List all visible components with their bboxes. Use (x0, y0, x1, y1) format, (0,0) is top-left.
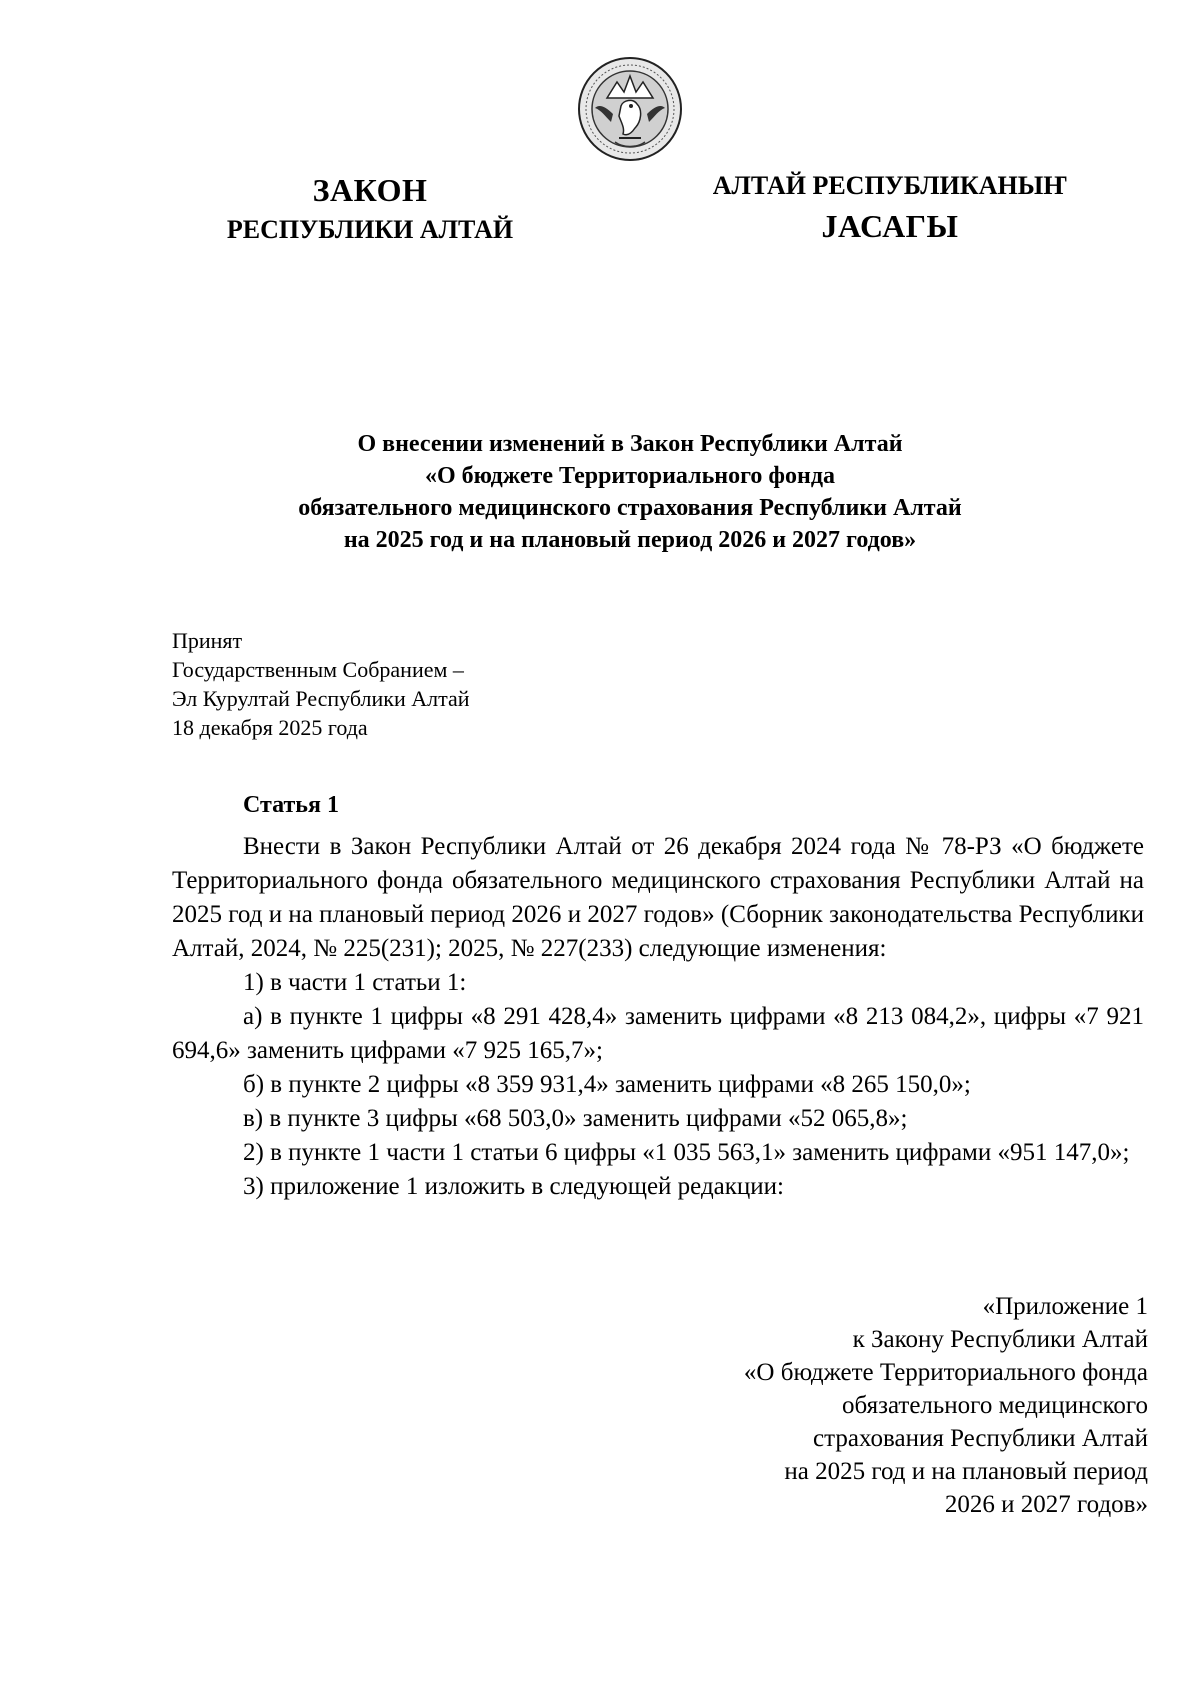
header-republic-name: РЕСПУБЛИКИ АЛТАЙ (226, 215, 514, 244)
title-line: на 2025 год и на плановый период 2026 и 2027 годов» (343, 527, 917, 553)
republic-altai-coat-of-arms-icon (577, 56, 683, 162)
article-paragraph: в) в пункте 3 цифры «68 503,0» заменить цифрами «52 065,8»; (243, 1105, 908, 1132)
adoption-line: Государственным Собранием – (172, 657, 464, 682)
article-paragraph: Внести в Закон Республики Алтай от 26 декабря 2024 года № 78-РЗ «О бюджете Территориального фонда обязательного медицинского страхования Республики Алтай на 2025 год и на плановый период 2026 и 2027 годов» (Сборник законодательства Республики Алтай, 2024, № 225(231); 2025, № 227(233) следующие изменения: (172, 833, 1144, 962)
article-paragraph: 1) в части 1 статьи 1: (243, 969, 467, 996)
adoption-date: 18 декабря 2025 года (172, 715, 368, 740)
article-paragraph: 2) в пункте 1 части 1 статьи 6 цифры «1 035 563,1» заменить цифрами «951 147,0»; (243, 1139, 1130, 1166)
article-paragraph: б) в пункте 2 цифры «8 359 931,4» заменить цифрами «8 265 150,0»; (243, 1071, 971, 1098)
appendix-line: на 2025 год и на плановый период (784, 1458, 1148, 1485)
article-paragraph: 3) приложение 1 изложить в следующей редакции: (243, 1173, 784, 1200)
article-paragraph: а) в пункте 1 цифры «8 291 428,4» заменить цифрами «8 213 084,2», цифры «7 921 694,6» заменить цифрами «7 925 165,7»; (172, 1003, 1144, 1064)
appendix-line: обязательного медицинского (841, 1392, 1148, 1419)
title-line: обязательного медицинского страхования Республики Алтай (298, 495, 962, 521)
header-altai-law-word: ЈАСАГЫ (821, 208, 959, 244)
title-line: «О бюджете Территориального фонда (425, 463, 835, 489)
appendix-line: к Закону Республики Алтай (852, 1326, 1148, 1353)
header-altai (700, 168, 1080, 248)
article-body (172, 830, 1144, 1204)
appendix-heading-block (628, 1290, 1148, 1521)
adoption-line: Принят (172, 628, 243, 653)
adoption-line: Эл Курултай Республики Алтай (172, 686, 470, 711)
appendix-line: страхования Республики Алтай (813, 1425, 1148, 1452)
header-altai-republic-name: АЛТАЙ РЕСПУБЛИКАНЫҤ (712, 171, 1068, 200)
appendix-line: «О бюджете Территориального фонда (743, 1359, 1148, 1386)
article-heading: Статья 1 (243, 792, 339, 818)
adoption-block (172, 626, 470, 742)
appendix-line: 2026 и 2027 годов» (944, 1491, 1148, 1518)
header-russian (200, 168, 540, 248)
document-title (200, 428, 1060, 556)
header-law-word: ЗАКОН (312, 172, 428, 208)
appendix-line: «Приложение 1 (982, 1293, 1148, 1320)
title-line: О внесении изменений в Закон Республики Алтай (357, 431, 903, 457)
